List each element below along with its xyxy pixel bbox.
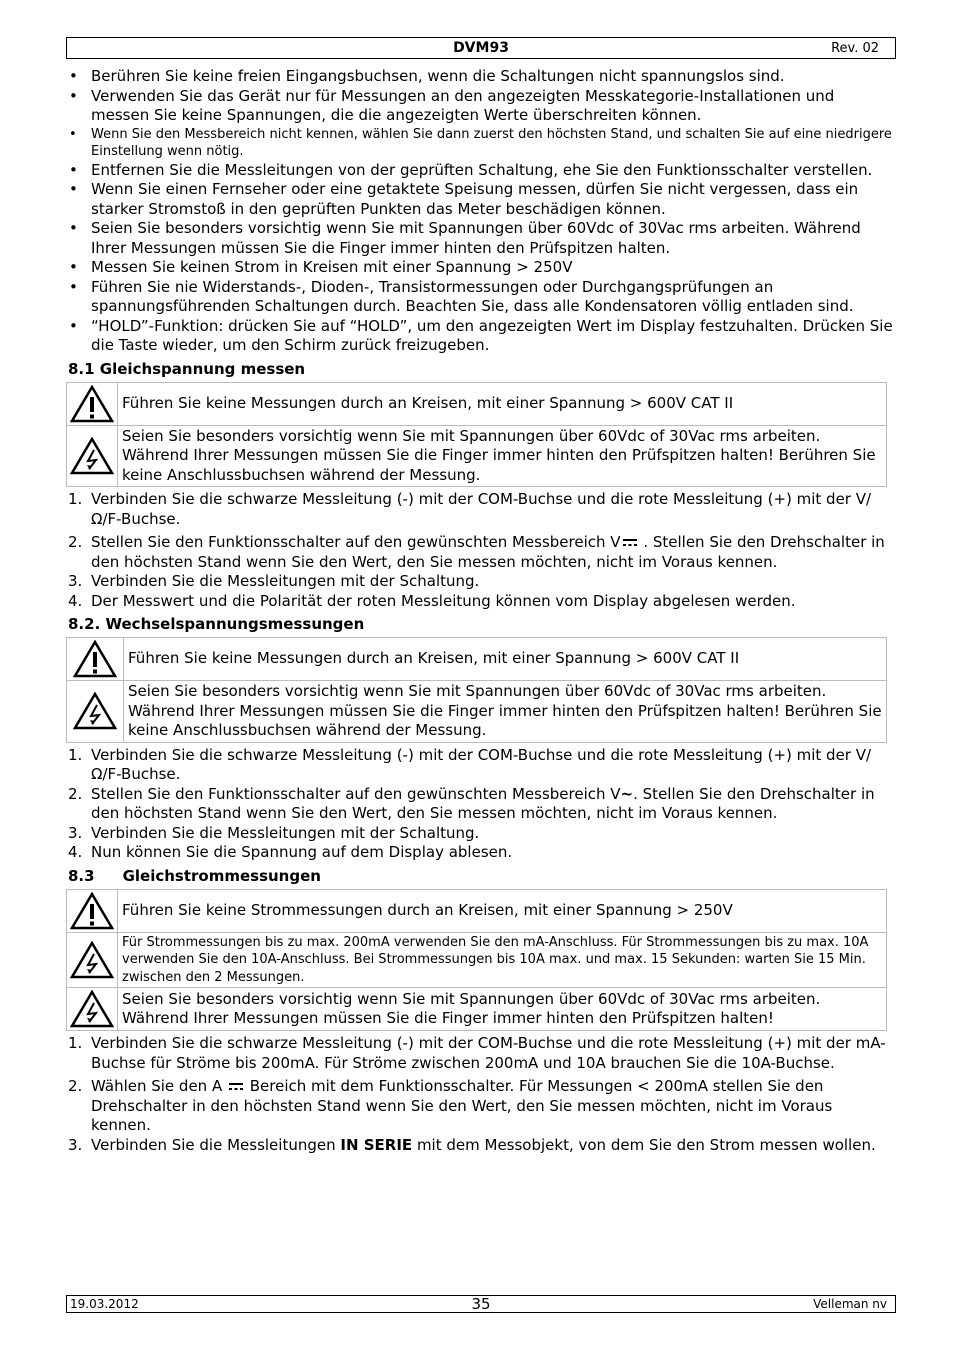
- step-text: Der Messwert und die Polarität der roten Messleitung können vom Display abgelesen werden.: [91, 591, 796, 610]
- step-text: Verbinden Sie die schwarze Messleitung (-) mit der COM-Buchse und die rote Messleitung (+) mit der V/Ω/F-Buchse.: [91, 745, 872, 783]
- step-text: . Stellen Sie den Drehschalter in den höchsten Stand wenn Sie den Wert, den Sie messen möchten, nicht im Voraus kennen.: [91, 784, 875, 822]
- ac-symbol: ~: [620, 784, 634, 803]
- step-text: Stellen Sie den Funktionsschalter auf den gewünschten Messbereich V: [91, 533, 621, 551]
- warning-triangle-icon: [67, 889, 118, 932]
- high-voltage-icon: [67, 681, 124, 743]
- warning-triangle-icon: [67, 638, 124, 681]
- warning-text: Seien Sie besonders vorsichtig wenn Sie mit Spannungen über 60Vdc of 30Vac rms arbeiten. Während Ihrer Messungen müssen Sie die Finger immer hinten den Prüfspitzen halten!: [118, 988, 887, 1031]
- safety-bullet-list: [66, 67, 894, 356]
- warning-triangle-icon: [67, 382, 118, 425]
- step-text: Verbinden Sie die Messleitungen mit der Schaltung.: [91, 823, 480, 842]
- page-content: [66, 67, 894, 1155]
- step-text: Verbinden Sie die schwarze Messleitung (-) mit der COM-Buchse und die rote Messleitung (+) mit der mA-Buchse für Ströme bis 200mA. Für Ströme zwischen 200mA und 10A brauchen Sie die 10A-Buchse.: [91, 1034, 886, 1072]
- list-item: 2. Stellen Sie den Funktionsschalter auf den gewünschten Messbereich V~. Stellen Sie den Drehschalter in den höchsten Stand wenn Sie den Wert, den Sie messen möchten, nicht im Voraus kennen.: [68, 784, 875, 822]
- revision: Rev. 02: [831, 41, 879, 56]
- list-item: • Wenn Sie einen Fernseher oder eine getaktete Speisung messen, dürfen Sie nicht vergessen, dass ein starker Stromstoß in den geprüften Punkten das Meter beschädigen können.: [66, 180, 894, 219]
- list-item: • Entfernen Sie die Messleitungen von der geprüften Schaltung, ehe Sie den Funktionsschalter verstellen.: [66, 161, 894, 181]
- list-item: 1. Verbinden Sie die schwarze Messleitung (-) mit der COM-Buchse und die rote Messleitung (+) mit der V/Ω/F-Buchse.: [68, 490, 872, 528]
- warning-text: Führen Sie keine Messungen durch an Kreisen, mit einer Spannung > 600V CAT II: [124, 638, 887, 681]
- steps-8-1: [66, 490, 894, 611]
- list-item: • Messen Sie keinen Strom in Kreisen mit einer Spannung > 250V: [66, 258, 894, 278]
- section-heading-8-2: 8.2. Wechselspannungsmessungen: [68, 615, 365, 633]
- list-item: 2. Wählen Sie den A Bereich mit dem Funktionsschalter. Für Messungen < 200mA stellen Sie den Drehschalter in den höchsten Stand wenn Sie den Wert, den Sie messen möchten, nicht im Voraus kennen.: [68, 1077, 833, 1134]
- section-heading-8-1: 8.1 Gleichspannung messen: [68, 359, 306, 378]
- warning-table-8-3: [66, 889, 887, 1032]
- list-item: 3. Verbinden Sie die Messleitungen mit der Schaltung.: [68, 823, 480, 842]
- page-footer: [66, 1295, 896, 1313]
- footer-date: 19.03.2012: [70, 1297, 139, 1311]
- step-text: . Stellen Sie den Drehschalter in den höchsten Stand wenn Sie den Wert, den Sie messen möchten, nicht im Voraus kennen.: [91, 533, 885, 571]
- step-text: Stellen Sie den Funktionsschalter auf den gewünschten Messbereich V: [91, 784, 621, 803]
- list-item: 1. Verbinden Sie die schwarze Messleitung (-) mit der COM-Buchse und die rote Messleitung (+) mit der V/Ω/F-Buchse.: [68, 745, 872, 783]
- high-voltage-icon: [67, 988, 118, 1031]
- warning-table-8-1: [66, 382, 887, 488]
- list-item: • Verwenden Sie das Gerät nur für Messungen an den angezeigten Messkategorie-Installationen und messen Sie keine Spannungen, die die angezeigten Werte überschreiten können.: [66, 87, 894, 126]
- page-number: 35: [471, 1295, 491, 1313]
- list-item: 2. Stellen Sie den Funktionsschalter auf den gewünschten Messbereich V . Stellen Sie den Drehschalter in den höchsten Stand wenn Sie den Wert, den Sie messen möchten, nicht im Voraus kennen.: [68, 533, 885, 571]
- emphasis-text: IN SERIE: [340, 1135, 413, 1154]
- dc-symbol-icon: [227, 1080, 245, 1092]
- list-item: • Berühren Sie keine freien Eingangsbuchsen, wenn die Schaltungen nicht spannungslos sind.: [66, 67, 894, 87]
- step-text: Wählen Sie den A: [91, 1077, 223, 1095]
- steps-8-3: [66, 1034, 894, 1155]
- step-text: Nun können Sie die Spannung auf dem Display ablesen.: [91, 843, 513, 861]
- dc-symbol-icon: [621, 536, 639, 548]
- list-item: • “HOLD”-Funktion: drücken Sie auf “HOLD”, um den angezeigten Wert im Display festzuhalten. Drücken Sie die Taste wieder, um den Schirm zurück freizugeben.: [66, 317, 894, 356]
- warning-text: Für Strommessungen bis zu max. 200mA verwenden Sie den mA-Anschluss. Für Strommessungen bis zu max. 10A verwenden Sie den 10A-Anschluss. Bei Strommessungen bis 10A max. und max. 15 Sekunden: warten Sie 15 Min. zwischen den 2 Messungen.: [118, 932, 887, 988]
- warning-text: Seien Sie besonders vorsichtig wenn Sie mit Spannungen über 60Vdc of 30Vac rms arbeiten. Während Ihrer Messungen müssen Sie die Finger immer hinten den Prüfspitzen halten! Berühren Sie keine Anschlussbuchsen während der Messung.: [118, 425, 887, 487]
- steps-8-2: [66, 746, 894, 863]
- list-item: 3. Verbinden Sie die Messleitungen mit der Schaltung.: [68, 572, 480, 590]
- list-item: 1. Verbinden Sie die schwarze Messleitung (-) mit der COM-Buchse und die rote Messleitung (+) mit der mA-Buchse für Ströme bis 200mA. Für Ströme zwischen 200mA und 10A brauchen Sie die 10A-Buchse.: [68, 1034, 886, 1072]
- section-title: Gleichstrommessungen: [122, 866, 321, 885]
- warning-text: Führen Sie keine Messungen durch an Kreisen, mit einer Spannung > 600V CAT II: [118, 382, 887, 425]
- section-heading-8-3: [68, 866, 894, 886]
- page-header: [66, 37, 896, 59]
- high-voltage-icon: [67, 932, 118, 988]
- list-item: 3. Verbinden Sie die Messleitungen IN SERIE mit dem Messobjekt, von dem Sie den Strom messen wollen.: [68, 1135, 876, 1154]
- warning-table-8-2: [66, 637, 887, 743]
- list-item: • Seien Sie besonders vorsichtig wenn Sie mit Spannungen über 60Vdc of 30Vac rms arbeiten. Während Ihrer Messungen müssen Sie die Finger immer hinten den Prüfspitzen halten.: [66, 219, 894, 258]
- section-number: 8.3: [68, 866, 95, 885]
- list-item: 4. Der Messwert und die Polarität der roten Messleitung können vom Display abgelesen werden.: [68, 591, 796, 610]
- doc-title: DVM93: [453, 40, 509, 56]
- step-text: Verbinden Sie die Messleitungen mit der Schaltung.: [91, 572, 480, 590]
- step-text: mit dem Messobjekt, von dem Sie den Strom messen wollen.: [412, 1135, 876, 1154]
- list-item: 4. Nun können Sie die Spannung auf dem Display ablesen.: [68, 843, 513, 861]
- warning-text: Seien Sie besonders vorsichtig wenn Sie mit Spannungen über 60Vdc of 30Vac rms arbeiten. Während Ihrer Messungen müssen Sie die Finger immer hinten den Prüfspitzen halten! Berühren Sie keine Anschlussbuchsen während der Messung.: [124, 681, 887, 743]
- footer-company: Velleman nv: [813, 1297, 887, 1311]
- list-item: • Führen Sie nie Widerstands-, Dioden-, Transistormessungen oder Durchgangsprüfungen an spannungsführenden Schaltungen durch. Beachten Sie, dass alle Kondensatoren völlig entladen sind.: [66, 278, 894, 317]
- step-text: Bereich mit dem Funktionsschalter. Für Messungen < 200mA stellen Sie den Drehschalter in den höchsten Stand wenn Sie den Wert, den Sie messen möchten, nicht im Voraus kennen.: [91, 1077, 833, 1134]
- list-item: • Wenn Sie den Messbereich nicht kennen, wählen Sie dann zuerst den höchsten Stand, und schalten Sie auf eine niedrigere Einstellung wenn nötig.: [66, 126, 894, 161]
- step-text: Verbinden Sie die schwarze Messleitung (-) mit der COM-Buchse und die rote Messleitung (+) mit der V/Ω/F-Buchse.: [91, 490, 872, 528]
- warning-text: Führen Sie keine Strommessungen durch an Kreisen, mit einer Spannung > 250V: [118, 889, 887, 932]
- step-text: Verbinden Sie die Messleitungen: [91, 1135, 341, 1154]
- high-voltage-icon: [67, 425, 118, 487]
